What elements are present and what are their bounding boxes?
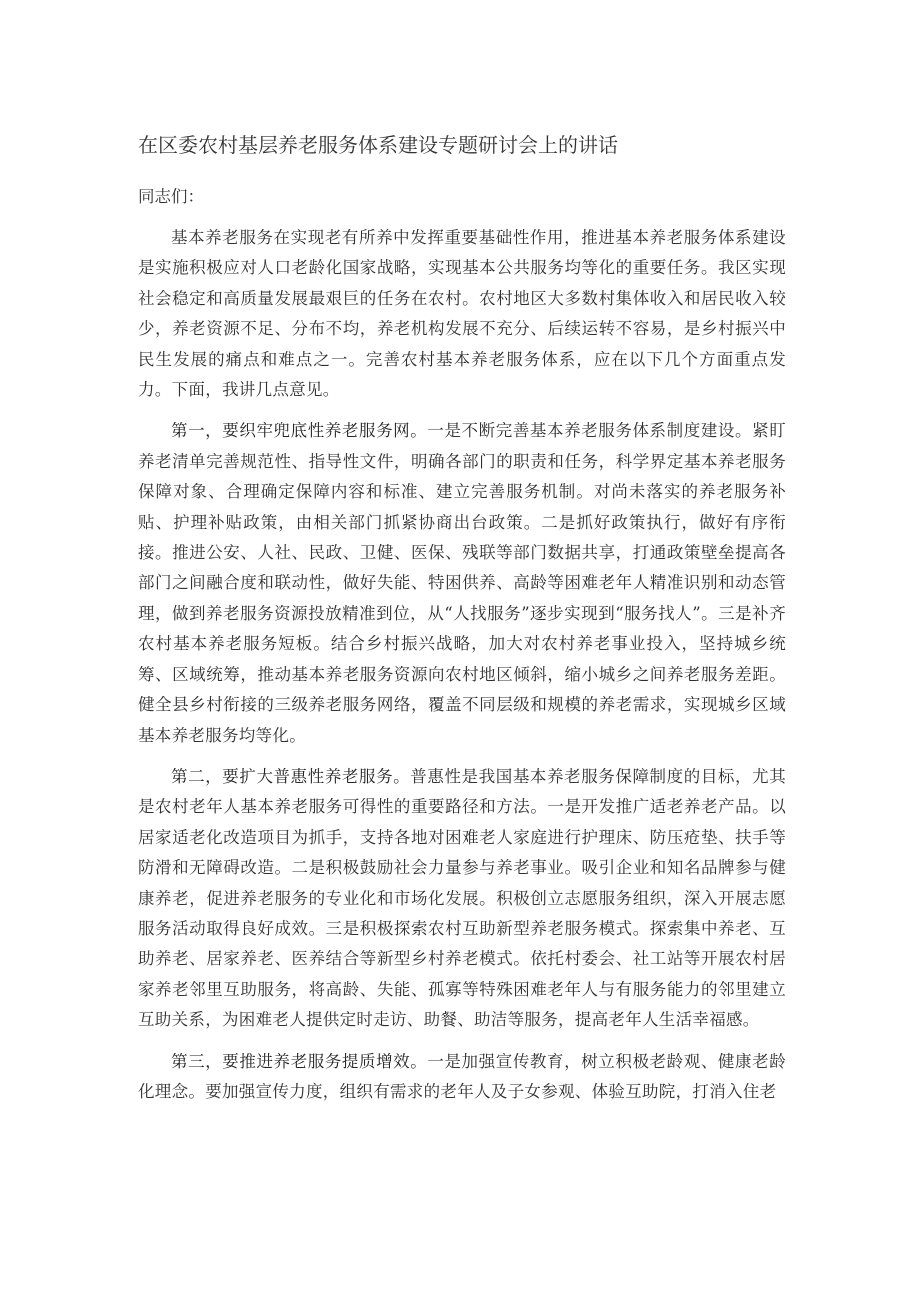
section-heading: 第二，要扩大普惠性养老服务。 [171, 766, 411, 786]
section-paragraph-first [138, 416, 786, 750]
section-heading: 第三，要推进养老服务提质增效。 [171, 1051, 428, 1071]
document-title: 在区委农村基层养老服务体系建设专题研讨会上的讲话 [138, 133, 618, 157]
section-heading: 第一，要织牢兜底性养老服务网。 [171, 421, 428, 441]
paragraph-text: 一是加强宣传教育，树立积极老龄观、健康老龄化理念。要加强宣传力度，组织有需求的老年人及子女参观、体验互助院，打消入住老 [138, 1051, 786, 1101]
document-body [138, 223, 786, 1118]
paragraph-text: 一是不断完善基本养老服务体系制度建设。紧盯养老清单完善规范性、指导性文件，明确各部门的职责和任务，科学界定基本养老服务保障对象、合理确定保障内容和标准、建立完善服务机制。对尚未落实的养老服务补贴、护理补贴政策，由相关部门抓紧协商出台政策。二是抓好政策执行，做好有序衔接。推进公安、人社、民政、卫健、医保、残联等部门数据共享，打通政策壁垒提高各部门之间融合度和联动性，做好失能、特困供养、高龄等困难老年人精准识别和动态管理，做到养老服务资源投放精准到位，从“人找服务”逐步实现到“服务找人”。三是补齐农村基本养老服务短板。结合乡村振兴战略，加大对农村养老事业投入，坚持城乡统筹、区域统筹，推动基本养老服务资源向农村地区倾斜，缩小城乡之间养老服务差距。健全县乡村衔接的三级养老服务网络，覆盖不同层级和规模的养老需求，实现城乡区域基本养老服务均等化。 [138, 421, 786, 745]
section-paragraph-third [138, 1047, 786, 1108]
intro-paragraph [138, 223, 786, 405]
section-paragraph-second [138, 762, 786, 1036]
paragraph-text: 普惠性是我国基本养老服务保障制度的目标，尤其是农村老年人基本养老服务可得性的重要路径和方法。一是开发推广适老养老产品。以居家适老化改造项目为抓手，支持各地对困难老人家庭进行护理床、防压疮垫、扶手等防滑和无障碍改造。二是积极鼓励社会力量参与养老事业。吸引企业和知名品牌参与健康养老，促进养老服务的专业化和市场化发展。积极创立志愿服务组织，深入开展志愿服务活动取得良好成效。三是积极探索农村互助新型养老服务模式。探索集中养老、互助养老、居家养老、医养结合等新型乡村养老模式。依托村委会、社工站等开展农村居家养老邻里互助服务，将高龄、失能、孤寡等特殊困难老年人与有服务能力的邻里建立互助关系，为困难老人提供定时走访、助餐、助洁等服务，提高老年人生活幸福感。 [138, 766, 786, 1030]
paragraph-text: 基本养老服务在实现老有所养中发挥重要基础性作用，推进基本养老服务体系建设是实施积极应对人口老龄化国家战略，实现基本公共服务均等化的重要任务。我区实现社会稳定和高质量发展最艰巨的任务在农村。农村地区大多数村集体收入和居民收入较少，养老资源不足、分布不均，养老机构发展不充分、后续运转不容易，是乡村振兴中民生发展的痛点和难点之一。完善农村基本养老服务体系，应在以下几个方面重点发力。下面，我讲几点意见。 [138, 228, 786, 400]
salutation: 同志们： [138, 187, 204, 206]
